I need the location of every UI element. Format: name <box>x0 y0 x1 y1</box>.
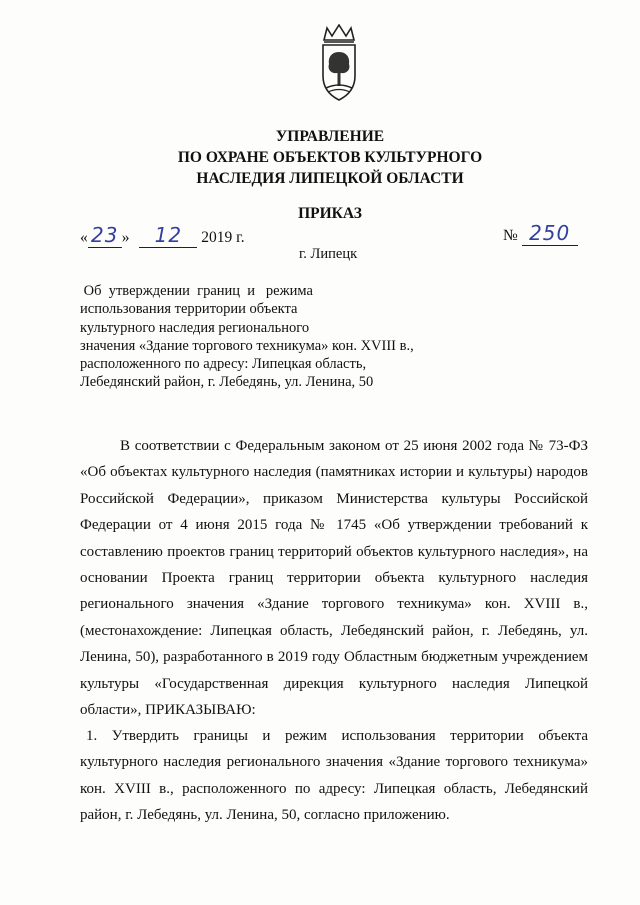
quote-close: » <box>121 229 130 246</box>
order-subject <box>80 282 414 392</box>
order-item-1: 1. Утвердить границы и режим использования территории объекта культурного наследия регионального значения «Здание торгового техникума» кон. XVIII в., расположенного по адресу: Липецкая область, Лебедянский район, г. Лебедянь, ул. Ленина, 50, согласно приложению. <box>80 728 588 824</box>
order-number <box>503 221 578 246</box>
coat-of-arms-emblem <box>319 24 359 104</box>
document-type-title: ПРИКАЗ <box>298 205 362 222</box>
organization-name-line-2: ПО ОХРАНЕ ОБЪЕКТОВ КУЛЬТУРНОГО <box>177 149 483 166</box>
subject-line: значения «Здание торгового техникума» кон. XVIII в., <box>80 337 414 354</box>
preamble-paragraph: В соответствии с Федеральным законом от 25 июня 2002 года № 73-ФЗ «Об объектах культурного наследия (памятниках истории и культуры) народов Российской Федерации», приказом Министерства культуры Российской Федерации от 4 июня 2015 года № 1745 «Об утверждении требований к составлению проектов границ территорий объектов культурного наследия», на основании Проекта границ территории объекта культурного наследия регионального значения «Здание торгового техникума» кон. XVIII в., (местонахождение: Липецкая область, Лебедянский район, г. Лебедянь, ул. Ленина, 50), разработанного в 2019 году Областным бюджетным учреждением культуры «Государственная дирекция культурного наследия Липецкой области», ПРИКАЗЫВАЮ: <box>80 438 588 719</box>
date-day: 23 <box>91 223 119 247</box>
subject-line: Об утверждении границ и режима <box>80 283 313 299</box>
date-year: 2019 г. <box>201 229 245 246</box>
order-date <box>80 223 245 248</box>
city-label: г. Липецк <box>299 246 358 262</box>
number-sign: № <box>503 227 518 244</box>
quote-open: « <box>80 229 88 246</box>
subject-line: Лебедянский район, г. Лебедянь, ул. Ленина, 50 <box>80 374 374 391</box>
subject-line: культурного наследия регионального <box>80 319 310 336</box>
order-number-value: 250 <box>529 221 571 245</box>
organization-name-line-1: УПРАВЛЕНИЕ <box>275 128 385 145</box>
subject-line: использования территории объекта <box>80 301 298 318</box>
date-month: 12 <box>154 223 183 247</box>
organization-name-line-3: НАСЛЕДИЯ ЛИПЕЦКОЙ ОБЛАСТИ <box>196 170 464 187</box>
subject-line: расположенного по адресу: Липецкая область, <box>80 356 367 373</box>
